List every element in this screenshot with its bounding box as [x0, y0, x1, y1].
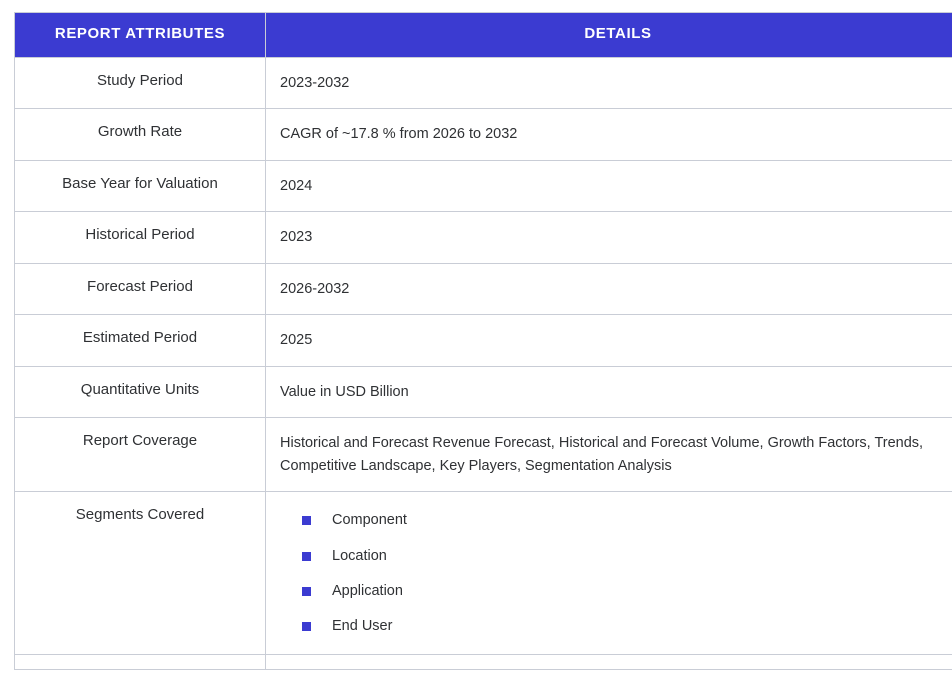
table-row: [15, 109, 952, 160]
square-bullet-icon: [302, 516, 311, 525]
table-row: [15, 418, 952, 492]
list-item: [302, 548, 952, 565]
table-row: [15, 263, 952, 314]
list-item-label: Component: [332, 512, 407, 529]
row-attribute-study-period: Study Period: [15, 58, 266, 109]
square-bullet-icon: [302, 622, 311, 631]
row-detail-base-year: 2024: [266, 160, 952, 211]
list-item: [302, 512, 952, 529]
row-attribute-growth-rate: Growth Rate: [15, 109, 266, 160]
row-detail-estimated-period: 2025: [266, 315, 952, 366]
row-detail-study-period: 2023-2032: [266, 58, 952, 109]
table-row: [15, 160, 952, 211]
table-header: [15, 13, 952, 58]
row-attribute-base-year: Base Year for Valuation: [15, 160, 266, 211]
row-attribute-estimated-period: Estimated Period: [15, 315, 266, 366]
list-item-label: Location: [332, 547, 387, 564]
row-detail-forecast-period: 2026-2032: [266, 263, 952, 314]
row-attribute-truncated: [15, 654, 266, 669]
table-row: [15, 58, 952, 109]
row-detail-growth-rate: CAGR of ~17.8 % from 2026 to 2032: [266, 109, 952, 160]
list-item-label: End User: [332, 618, 393, 635]
column-header-report-attributes: REPORT ATTRIBUTES: [15, 13, 266, 58]
row-attribute-report-coverage: Report Coverage: [15, 418, 266, 492]
column-header-details: DETAILS: [266, 13, 952, 58]
table-row: [15, 212, 952, 263]
row-detail-truncated: [266, 654, 952, 669]
segments-list: [280, 512, 952, 636]
row-attribute-quantitative-units: Quantitative Units: [15, 366, 266, 417]
row-detail-report-coverage: Historical and Forecast Revenue Forecast, Historical and Forecast Volume, Growth Factors, Trends, Competitive Landscape, Key Players, Segmentation Analysis: [266, 418, 952, 492]
table-body: [15, 58, 952, 670]
list-item-label: Application: [332, 583, 403, 599]
square-bullet-icon: [302, 587, 311, 596]
report-attributes-table: [14, 12, 952, 670]
square-bullet-icon: [302, 552, 311, 561]
table-header-row: [15, 13, 952, 58]
table-row: [15, 366, 952, 417]
row-detail-historical-period: 2023: [266, 212, 952, 263]
table-row-partial: [15, 654, 952, 669]
row-detail-segments-covered: [266, 492, 952, 655]
list-item: [302, 618, 952, 635]
table-row: [15, 315, 952, 366]
row-attribute-segments-covered: Segments Covered: [15, 492, 266, 655]
row-attribute-forecast-period: Forecast Period: [15, 263, 266, 314]
table-row: [15, 492, 952, 655]
row-attribute-historical-period: Historical Period: [15, 212, 266, 263]
row-detail-quantitative-units: Value in USD Billion: [266, 366, 952, 417]
list-item: [302, 583, 952, 600]
